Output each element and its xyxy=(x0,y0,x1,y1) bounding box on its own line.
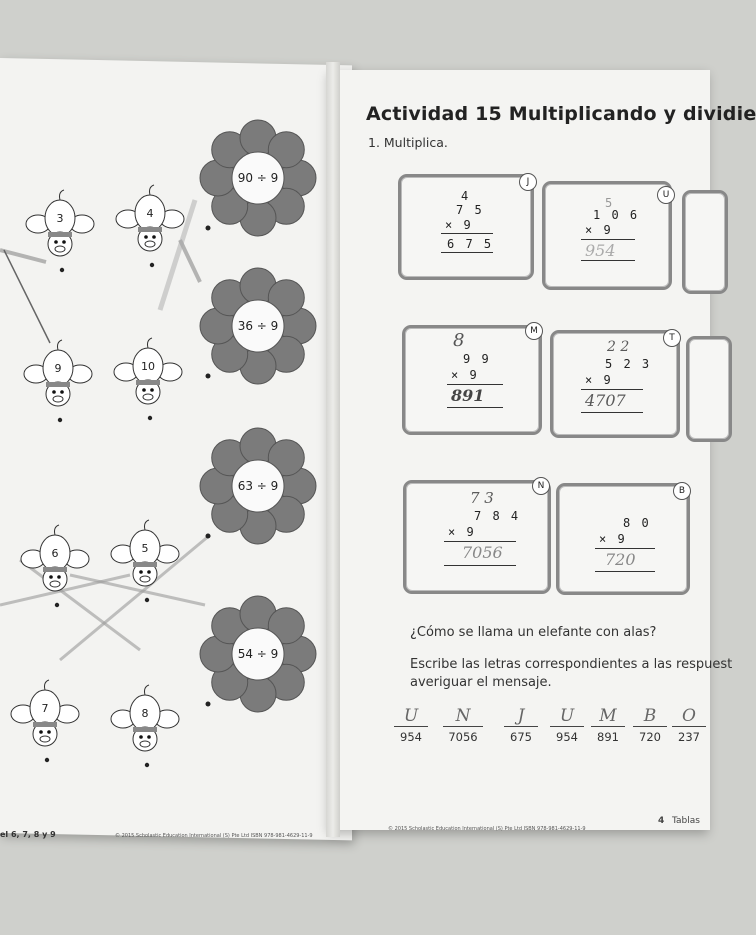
connect-dot xyxy=(55,603,59,607)
bird-eye xyxy=(47,730,51,734)
riddle-question: ¿Cómo se llama un elefante con alas? xyxy=(410,625,657,640)
multiplicand: 9 9 xyxy=(463,352,491,366)
bird-eye xyxy=(142,388,146,392)
bird xyxy=(114,338,182,420)
connect-dot xyxy=(148,416,152,420)
flower xyxy=(200,596,316,712)
rule xyxy=(444,565,516,566)
flower-division-label: 90 ÷ 9 xyxy=(237,171,279,185)
bird-beak xyxy=(55,246,65,252)
bird xyxy=(24,340,92,422)
bird-number: 6 xyxy=(51,547,59,560)
carry-digit: 7 3 xyxy=(470,489,494,507)
bird-scarf xyxy=(48,232,72,237)
answer-letter: U xyxy=(403,706,419,726)
riddle-instruction-line2: averiguar el mensaje. xyxy=(410,675,552,690)
bird-eye xyxy=(49,575,53,579)
card-m xyxy=(402,325,542,435)
bird-number: 4 xyxy=(146,207,154,220)
rule xyxy=(595,571,655,572)
rule xyxy=(581,389,643,390)
card-u xyxy=(542,181,672,290)
bird-beak xyxy=(40,736,50,742)
answer-line xyxy=(591,726,625,727)
card-badge: N xyxy=(532,477,550,495)
card-b xyxy=(556,483,690,595)
answer-number: 720 xyxy=(639,730,661,744)
answer-slot xyxy=(672,706,706,744)
answer-slot xyxy=(443,706,483,744)
instruction-multiply: 1. Multiplica. xyxy=(368,135,448,150)
card-badge: B xyxy=(673,482,691,500)
card-t xyxy=(550,330,680,438)
bird xyxy=(21,525,89,607)
bird-crest xyxy=(60,190,65,200)
bird-crest xyxy=(55,525,60,535)
answer-letter: B xyxy=(643,706,657,726)
riddle-instruction-line1: Escribe las letras correspondientes a las respuest xyxy=(410,657,733,672)
multiplicand: 7 5 xyxy=(456,203,484,217)
bird-scarf xyxy=(136,380,160,385)
connect-dot xyxy=(206,226,211,231)
card-badge: T xyxy=(663,329,681,347)
rule xyxy=(447,384,503,385)
multiplicand: 1 0 6 xyxy=(593,208,640,222)
carry-digit: 2 2 xyxy=(607,339,630,355)
bird-eye xyxy=(62,240,66,244)
answer-slot xyxy=(633,706,667,744)
bird-crest xyxy=(145,685,150,695)
bird xyxy=(116,185,184,267)
connect-dot xyxy=(206,534,211,539)
card-badge: M xyxy=(525,322,543,340)
rule xyxy=(581,412,643,413)
bird-number: 9 xyxy=(54,362,62,375)
bird-scarf xyxy=(46,382,70,387)
answer-line xyxy=(443,726,483,727)
bird-eye xyxy=(57,575,61,579)
card-partial xyxy=(686,336,732,442)
connect-dot xyxy=(45,758,49,762)
answer-line xyxy=(672,726,706,727)
handwritten-answer: 720 xyxy=(605,550,636,569)
bird-eye xyxy=(39,730,43,734)
connect-dot xyxy=(206,374,211,379)
answer-letter: N xyxy=(455,706,471,726)
bird-scarf xyxy=(43,567,67,572)
multiplier: × 9 xyxy=(451,368,479,382)
connect-dot xyxy=(206,702,211,707)
bird xyxy=(11,680,79,762)
answer-number: 237 xyxy=(678,730,700,744)
bird-eye xyxy=(147,570,151,574)
answer-line xyxy=(504,726,538,727)
bird-scarf xyxy=(33,722,57,727)
bird-crest xyxy=(150,185,155,195)
answer-slot xyxy=(504,706,538,744)
rule xyxy=(581,239,635,240)
multiplicand: 7 8 4 xyxy=(474,509,521,523)
multiplier: × 9 xyxy=(599,532,627,546)
answer-number: 7056 xyxy=(448,730,478,744)
answer-number: 954 xyxy=(556,730,578,744)
bird-number: 7 xyxy=(41,702,49,715)
answer-line xyxy=(633,726,667,727)
rule xyxy=(447,407,503,408)
left-footer-topic: el 6, 7, 8 y 9 xyxy=(0,830,56,839)
carry-digit: 4 xyxy=(461,189,471,203)
answer-letter: O xyxy=(682,706,696,726)
bird-beak xyxy=(140,741,150,747)
handwritten-answer: 7056 xyxy=(462,543,503,562)
bird-crest xyxy=(148,338,153,348)
bird-scarf xyxy=(138,227,162,232)
bird-beak xyxy=(143,394,153,400)
bird-beak xyxy=(140,576,150,582)
bird-number: 5 xyxy=(141,542,149,555)
rule xyxy=(581,260,635,261)
bird-eye xyxy=(54,240,58,244)
connect-dot xyxy=(145,598,149,602)
bird xyxy=(111,685,179,767)
bird-eye xyxy=(139,735,143,739)
bird-eye xyxy=(150,388,154,392)
bird-scarf xyxy=(133,727,157,732)
answer-letter: J xyxy=(517,706,525,726)
answer-number: 891 xyxy=(597,730,619,744)
product: 6 7 5 xyxy=(447,237,494,251)
card-n xyxy=(403,480,551,594)
flower xyxy=(200,428,316,544)
connect-dot xyxy=(150,263,154,267)
carry-digit: 8 xyxy=(453,330,465,351)
bird-crest xyxy=(145,520,150,530)
flower-division-label: 54 ÷ 9 xyxy=(237,647,279,661)
answer-number: 675 xyxy=(510,730,532,744)
page-label: Tablas xyxy=(672,816,700,826)
card-partial xyxy=(682,190,728,294)
right-footer-copyright: © 2015 Scholastic Education International (S) Pte Ltd ISBN 978-981-4629-11-9 xyxy=(388,826,586,832)
carry-digit: 5 xyxy=(605,196,615,210)
bird-number: 10 xyxy=(141,360,155,373)
riddle-instruction xyxy=(410,656,732,692)
multiplicand: 8 0 xyxy=(623,516,651,530)
flower xyxy=(200,120,316,236)
bird-eye xyxy=(147,735,151,739)
bird-crest xyxy=(58,340,63,350)
multiplier: × 9 xyxy=(585,373,613,387)
card-badge: J xyxy=(519,173,537,191)
multiplicand: 5 2 3 xyxy=(605,357,652,371)
flower-division-label: 63 ÷ 9 xyxy=(237,479,279,493)
card-j xyxy=(398,174,534,280)
answer-letter: M xyxy=(599,706,617,726)
bird-beak xyxy=(145,241,155,247)
bird-scarf xyxy=(133,562,157,567)
left-footer-copyright: © 2015 Scholastic Education International (S) Pte Ltd ISBN 978-981-4629-11-9 xyxy=(115,833,313,839)
bird-eye xyxy=(152,235,156,239)
activity-title: Actividad 15 Multiplicando y dividie xyxy=(366,103,756,125)
connect-dot xyxy=(58,418,62,422)
handwritten-answer: 4707 xyxy=(585,391,626,410)
card-badge: U xyxy=(657,186,675,204)
connect-dot xyxy=(145,763,149,767)
connect-dot xyxy=(60,268,64,272)
answer-line xyxy=(394,726,428,727)
multiplier: × 9 xyxy=(448,525,476,539)
bird-beak xyxy=(53,396,63,402)
bird-eye xyxy=(144,235,148,239)
answer-slot xyxy=(394,706,428,744)
answer-slot xyxy=(550,706,584,744)
rule xyxy=(441,233,493,234)
flower-division-label: 36 ÷ 9 xyxy=(237,319,279,333)
bird-eye xyxy=(139,570,143,574)
left-page-illustration xyxy=(0,60,340,820)
flower xyxy=(200,268,316,384)
rule xyxy=(444,541,516,542)
page-number: 4 xyxy=(658,816,665,826)
rule xyxy=(595,548,655,549)
answer-slot xyxy=(591,706,625,744)
bird-beak xyxy=(50,581,60,587)
rule xyxy=(441,252,493,253)
answer-letter: U xyxy=(559,706,575,726)
multiplier: × 9 xyxy=(445,218,473,232)
handwritten-answer: 954 xyxy=(585,241,616,260)
answer-line xyxy=(550,726,584,727)
bird-number: 8 xyxy=(141,707,149,720)
bird-eye xyxy=(52,390,56,394)
bird-eye xyxy=(60,390,64,394)
multiplier: × 9 xyxy=(585,223,613,237)
handwritten-answer: 891 xyxy=(451,386,485,405)
bird-crest xyxy=(45,680,50,690)
answer-number: 954 xyxy=(400,730,422,744)
matching-lines xyxy=(0,200,210,660)
bird-number: 3 xyxy=(56,212,64,225)
